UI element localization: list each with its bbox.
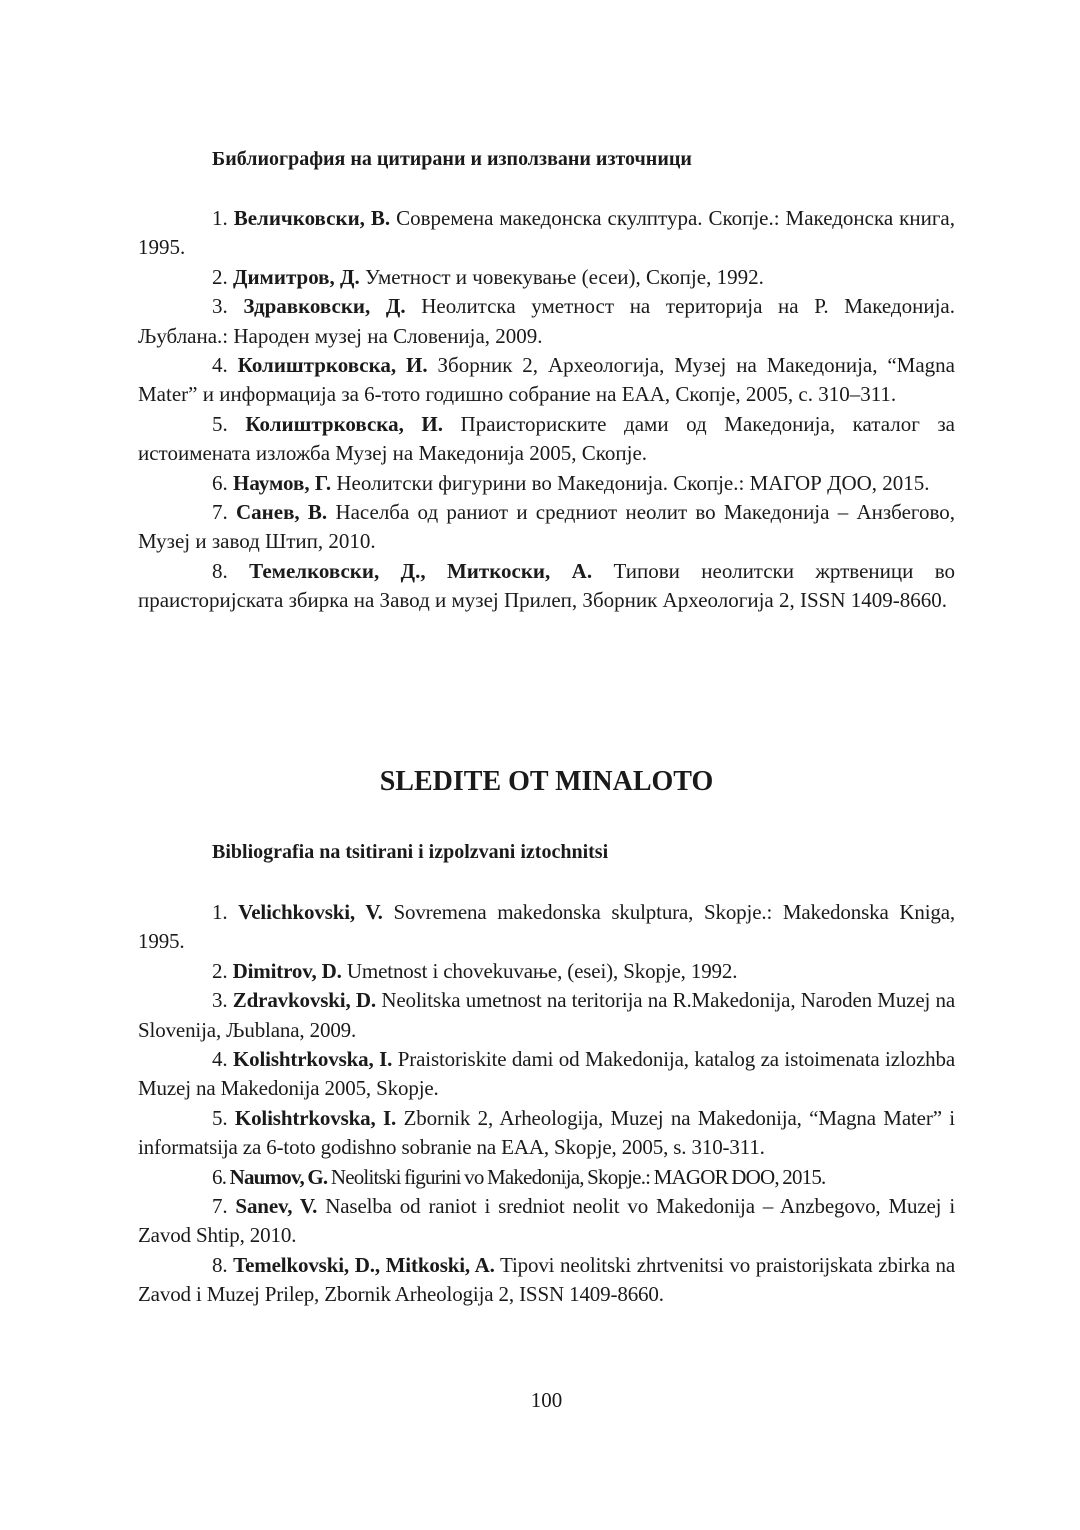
entry-text: Типови неолитски жртвеници во праисторијската збирка на Завод и музеј Прилеп, Зборник Археологија 2, ISSN 1409-8660.	[138, 558, 956, 613]
entry-author: Dimitrov, D.	[232, 958, 342, 983]
entry-number: 2.	[212, 264, 228, 289]
entry-number: 5.	[212, 1105, 228, 1130]
entry-number: 6.	[212, 1164, 227, 1189]
page-number: 100	[530, 1388, 563, 1412]
entry-text: Sovremena makedonska skulptura, Skopje.: Makedonska Kniga, 1995.	[138, 900, 955, 954]
bibliography-entry	[138, 263, 955, 292]
entry-author: Колиштрковска, И.	[245, 411, 443, 436]
entry-number: 8.	[212, 558, 228, 583]
entry-number: 1.	[212, 206, 228, 230]
bibliography-list-cyrillic	[138, 204, 955, 616]
entry-text: Неолитска уметност на територија на Р. Македонија. Љублана.: Народен музеј на Словенија, 2009.	[138, 294, 955, 348]
entry-author: Здравковски, Д.	[243, 294, 406, 319]
bibliography-entry	[138, 204, 955, 263]
entry-text: Neolitska umetnost na teritorija na R.Makedonija, Naroden Muzej na Slovenija, Љublana, 2009.	[138, 988, 956, 1042]
entry-text: Neolitski figurini vo Makedonija, Skopje.: MAGOR DOO, 2015.	[330, 1164, 826, 1189]
entry-text: Umetnost i chovekuvaње, (esei), Skopje, 1992.	[346, 958, 738, 983]
entry-number: 8.	[212, 1252, 228, 1277]
bibliography-entry	[138, 1163, 955, 1192]
entry-text: Tipovi neolitski zhrtvenitsi vo praistorijskata zbirka na Zavod i Muzej Prilep, Zbornik Arheologija 2, ISSN 1409-8660.	[138, 1252, 955, 1307]
entry-text: Неолитски фигурини во Македонија. Скопје.: МАГОР ДОО, 2015.	[336, 470, 930, 495]
entry-author: Naumov, G.	[229, 1164, 328, 1189]
entry-number: 7.	[212, 1194, 228, 1219]
entry-author: Санев, В.	[236, 500, 328, 525]
bibliography-entry	[138, 986, 955, 1045]
bibliography-heading-latin: Bibliografia na tsitirani i izpolzvani iztochnitsi	[212, 841, 609, 863]
entry-author: Zdravkovski, D.	[232, 988, 377, 1013]
entry-author: Наумов, Г.	[233, 470, 332, 495]
entry-number: 1.	[212, 900, 228, 924]
bibliography-entry	[138, 498, 955, 557]
bibliography-entry	[138, 292, 955, 351]
bibliography-entry	[138, 469, 955, 498]
entry-text: Zbornik 2, Arheologija, Muzej na Makedonija, “Magna Mater” i informatsija za 6-toto godishno sobranie na EAA, Skopje, 2005, s. 310-311.	[138, 1105, 955, 1160]
entry-text: Praistoriskite dami od Makedonija, katalog za istoimenata izlozhba Muzej na Makedonija 2005, Skopje.	[138, 1047, 955, 1101]
bibliography-entry	[138, 1045, 955, 1104]
entry-author: Kolishtrkovska, I.	[234, 1105, 397, 1130]
entry-author: Velichkovski, V.	[238, 900, 383, 924]
entry-author: Temelkovski, D., Mitkoski, A.	[233, 1252, 495, 1277]
bibliography-entry	[138, 1251, 955, 1310]
bibliography-entry	[138, 410, 955, 469]
entry-author: Димитров, Д.	[233, 264, 360, 289]
entry-number: 6.	[212, 470, 228, 495]
entry-author: Kolishtrkovska, I.	[232, 1047, 393, 1072]
entry-text: Naselba od raniot i sredniot neolit vo Makedonija – Anzbegovo, Muzej i Zavod Shtip, 2010.	[138, 1194, 956, 1248]
bibliography-entry	[138, 351, 955, 410]
entry-number: 3.	[212, 294, 228, 319]
entry-author: Темелковски, Д., Миткоски, А.	[249, 558, 593, 583]
bibliography-entry	[138, 1104, 955, 1163]
section-title: SLEDITE OT MINALOTO	[379, 766, 714, 797]
bibliography-entry	[138, 557, 955, 616]
entry-text: Современа македонска скулптура. Скопје.: Македонска книга, 1995.	[138, 206, 955, 260]
entry-number: 2.	[212, 958, 228, 983]
entry-number: 3.	[212, 988, 228, 1013]
entry-number: 4.	[212, 353, 228, 378]
bibliography-list-latin	[138, 898, 955, 1310]
entry-text: Уметност и човекување (есеи), Скопје, 1992.	[364, 264, 764, 289]
entry-text: Праисториските дами од Македонија, каталог за истоимената изложба Музеј на Македонија 2005, Скопје.	[138, 411, 955, 466]
entry-number: 7.	[212, 500, 228, 525]
entry-author: Sanev, V.	[235, 1194, 318, 1219]
entry-number: 5.	[212, 411, 228, 436]
bibliography-entry	[138, 957, 955, 986]
entry-text: Населба од раниот и средниот неолит во Македонија – Анзбегово, Музеј и завод Штип, 2010.	[138, 500, 955, 554]
entry-author: Колиштрковска, И.	[237, 353, 428, 378]
entry-text: Зборник 2, Археологија, Музеј на Македонија, “Magna Mater” и информација за 6-тото годишно собрание на EAA, Скопје, 2005, с. 310–311.	[138, 353, 955, 407]
entry-author: Величковски, В.	[233, 206, 391, 230]
entry-number: 4.	[212, 1047, 228, 1072]
bibliography-heading-cyrillic: Библиография на цитирани и използвани източници	[212, 148, 692, 170]
bibliography-entry	[138, 898, 955, 957]
bibliography-entry	[138, 1192, 955, 1251]
